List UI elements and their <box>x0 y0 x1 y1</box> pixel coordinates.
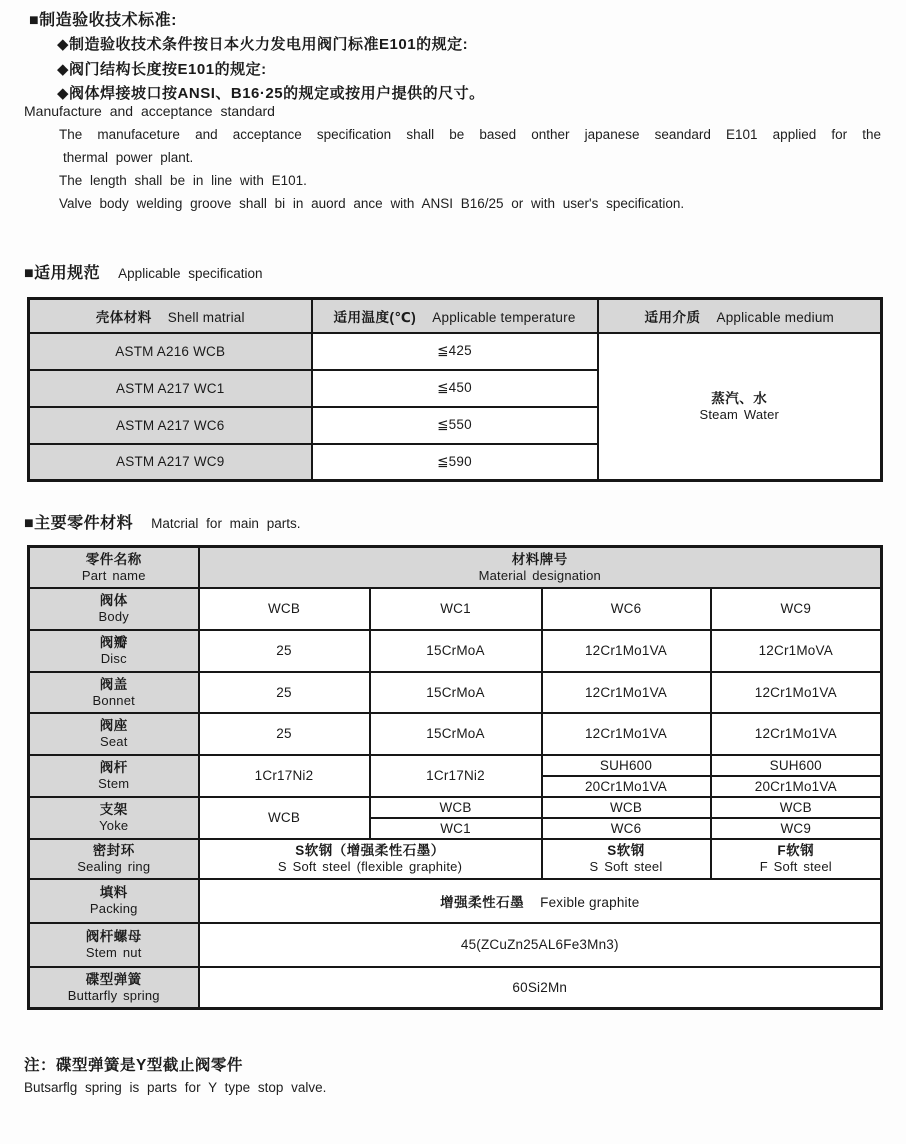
spec-material-cell: ASTM A217 WC9 <box>29 444 312 481</box>
material-cell: 15CrMoA <box>370 713 542 755</box>
spec-material-cell: ASTM A217 WC1 <box>29 370 312 407</box>
material-cell: 25 <box>199 630 370 672</box>
material-cell: WCB <box>199 797 370 839</box>
material-cell: F软钢 F Soft steel <box>711 839 882 879</box>
material-cell: 12Cr1Mo1VA <box>542 713 711 755</box>
parts-header-designation: 材料牌号 Material designation <box>199 547 882 588</box>
parts-row-body <box>29 588 882 630</box>
material-cell: WCB <box>542 797 711 818</box>
material-cell: S软钢（增强柔性石墨） S Soft steel (flexible graphite) <box>199 839 542 879</box>
parts-section-title-zh: ■主要零件材料 <box>24 515 134 532</box>
parts-header-row <box>29 547 882 588</box>
material-cell: WC9 <box>711 818 882 839</box>
manufacture-para-line-1: The manufaceture and acceptance specification shall be based onther japanese seandard E101 applied for the <box>59 127 881 142</box>
spec-section-heading <box>24 260 263 283</box>
parts-section-heading <box>24 510 300 533</box>
material-cell: WC9 <box>711 588 882 630</box>
spec-section-title-en: Applicable specification <box>118 266 263 281</box>
material-cell: 20Cr1Mo1VA <box>711 776 882 797</box>
part-name-cell: 阀体 Body <box>29 588 199 630</box>
spec-temperature-cell: ≦450 <box>312 370 598 407</box>
material-cell: 20Cr1Mo1VA <box>542 776 711 797</box>
manufacture-bullet-3: ◆阀体焊接坡口按ANSI、B16·25的规定或按用户提供的尺寸。 <box>57 85 485 102</box>
material-cell: WC6 <box>542 818 711 839</box>
material-cell: 60Si2Mn <box>199 967 882 1009</box>
parts-row-spring <box>29 967 882 1009</box>
material-cell: SUH600 <box>542 755 711 776</box>
material-cell: 12Cr1MoVA <box>711 630 882 672</box>
spec-header-shell: 壳体材料 Shell matrial <box>29 299 312 333</box>
material-cell: SUH600 <box>711 755 882 776</box>
spec-header-row <box>29 299 882 333</box>
part-name-cell: 阀杆 Stem <box>29 755 199 797</box>
manufacture-bullet-2: ◆阀门结构长度按E101的规定: <box>57 61 267 78</box>
spec-material-cell: ASTM A216 WCB <box>29 333 312 370</box>
parts-row-sealing <box>29 839 882 879</box>
material-cell: WCB <box>370 797 542 818</box>
material-cell: WC1 <box>370 818 542 839</box>
part-name-cell: 阀杆螺母 Stem nut <box>29 923 199 967</box>
manufacture-para-line-3: The length shall be in line with E101. <box>59 173 307 188</box>
spec-table <box>27 297 883 482</box>
footnote-en: Butsarflg spring is parts for Y type stop valve. <box>24 1080 327 1095</box>
manufacture-bullet-1: ◆制造验收技术条件按日本火力发电用阀门标准E101的规定: <box>57 36 469 53</box>
material-cell: 15CrMoA <box>370 672 542 713</box>
material-cell: WCB <box>199 588 370 630</box>
spec-header-medium: 适用介质 Applicable medium <box>598 299 882 333</box>
manufacture-para-line-2: thermal power plant. <box>63 150 194 165</box>
material-cell: 25 <box>199 713 370 755</box>
parts-row-stem-top <box>29 755 882 776</box>
parts-row-stem-nut <box>29 923 882 967</box>
manufacture-para-line-4: Valve body welding groove shall bi in auord ance with ANSI B16/25 or with user's specification. <box>59 196 685 211</box>
material-cell: 12Cr1Mo1VA <box>711 713 882 755</box>
part-name-cell: 阀座 Seat <box>29 713 199 755</box>
material-cell: 1Cr17Ni2 <box>199 755 370 797</box>
parts-row-yoke-top <box>29 797 882 818</box>
footnote-zh: 注：碟型弹簧是Y型截止阀零件 <box>24 1057 243 1074</box>
part-name-cell: 阀盖 Bonnet <box>29 672 199 713</box>
parts-header-partname: 零件名称 Part name <box>29 547 199 588</box>
spec-header-temperature: 适用温度(℃) Applicable temperature <box>312 299 598 333</box>
manufacture-heading-en: Manufacture and acceptance standard <box>24 103 275 119</box>
parts-section-title-en: Matcrial for main parts. <box>151 516 301 531</box>
spec-medium-cell <box>598 333 882 481</box>
parts-row-packing <box>29 879 882 923</box>
parts-row-bonnet <box>29 672 882 713</box>
part-name-cell: 阀瓣 Disc <box>29 630 199 672</box>
material-cell: S软钢 S Soft steel <box>542 839 711 879</box>
medium-zh: 蒸汽、水 <box>711 390 768 406</box>
material-cell: WC6 <box>542 588 711 630</box>
part-name-cell: 密封环 Sealing ring <box>29 839 199 879</box>
spec-row <box>29 333 882 370</box>
manufacture-heading-zh: ■制造验收技术标准: <box>29 12 177 29</box>
part-name-cell: 支架 Yoke <box>29 797 199 839</box>
material-cell: 25 <box>199 672 370 713</box>
spec-temperature-cell: ≦550 <box>312 407 598 444</box>
material-cell: WC1 <box>370 588 542 630</box>
spec-section-title-zh: ■适用规范 <box>24 265 101 282</box>
material-cell: 12Cr1Mo1VA <box>711 672 882 713</box>
spec-temperature-cell: ≦425 <box>312 333 598 370</box>
material-cell: 12Cr1Mo1VA <box>542 672 711 713</box>
parts-table <box>27 545 883 1010</box>
part-name-cell: 碟型弹簧 Buttarfly spring <box>29 967 199 1009</box>
material-cell: 1Cr17Ni2 <box>370 755 542 797</box>
parts-row-disc <box>29 630 882 672</box>
material-cell: WCB <box>711 797 882 818</box>
spec-material-cell: ASTM A217 WC6 <box>29 407 312 444</box>
material-cell: 15CrMoA <box>370 630 542 672</box>
material-cell: 增强柔性石墨 Fexible graphite <box>199 879 882 923</box>
parts-row-seat <box>29 713 882 755</box>
part-name-cell: 填料 Packing <box>29 879 199 923</box>
spec-temperature-cell: ≦590 <box>312 444 598 481</box>
material-cell: 12Cr1Mo1VA <box>542 630 711 672</box>
material-cell: 45(ZCuZn25AL6Fe3Mn3) <box>199 923 882 967</box>
medium-en: Steam Water <box>699 406 780 422</box>
